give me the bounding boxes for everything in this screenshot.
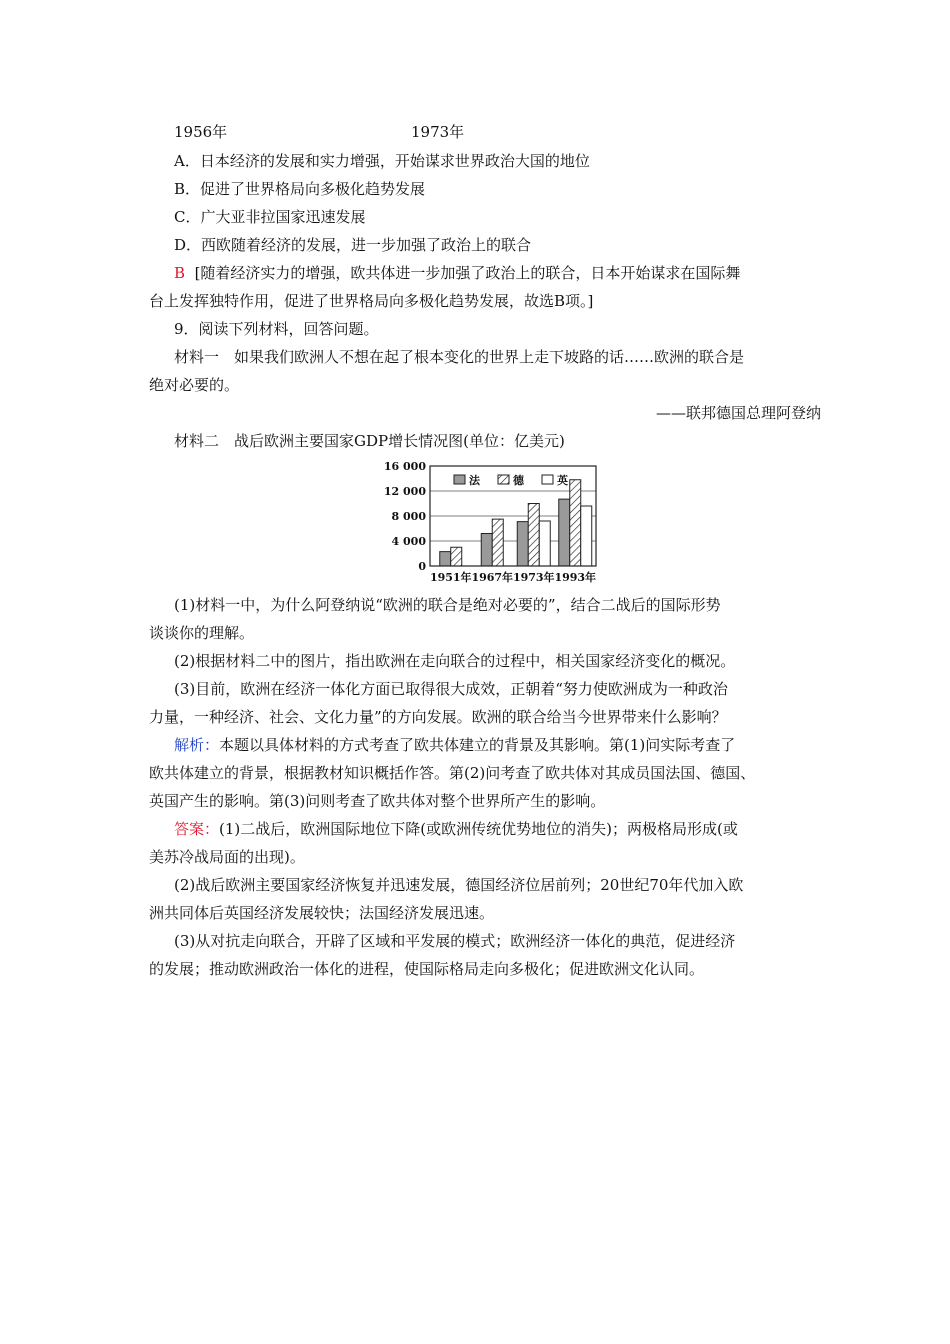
year-right: 1973年: [411, 123, 465, 141]
answer-explanation-line2: 台上发挥独特作用，促进了世界格局向多极化趋势发展，故选B项。]: [149, 292, 594, 310]
chart-x-labels: [430, 570, 596, 584]
x-tick-label: 1993年: [554, 571, 597, 584]
sub-question-1-line2: 谈谈你的理解。: [149, 624, 255, 642]
bar-德-1973年: [528, 504, 539, 567]
year-left: 1956年: [174, 123, 228, 141]
option-d: D．西欧随着经济的发展，进一步加强了政治上的联合: [174, 236, 532, 254]
sub-question-3-line2: 力量，一种经济、社会、文化力量”的方向发展。欧洲的联合给当今世界带来什么影响？: [149, 708, 727, 726]
sub-question-2: (2)根据材料二中的图片，指出欧洲在走向联合的过程中，相关国家经济变化的概况。: [174, 652, 736, 670]
y-tick-label: 16 000: [383, 460, 426, 473]
answer-explanation-line1: [174, 262, 821, 284]
answer-1-line1: [174, 818, 821, 840]
material-1-source: ——联邦德国总理阿登纳: [655, 404, 821, 422]
analysis-line3: 英国产生的影响。第(3)问则考查了欧共体对整个世界所产生的影响。: [149, 792, 606, 810]
option-a: A．日本经济的发展和实力增强，开始谋求世界政治大国的地位: [174, 152, 590, 170]
answer-2-line1: (2)战后欧洲主要国家经济恢复并迅速发展，德国经济位居前列；20世纪70年代加入欧: [174, 876, 744, 894]
answer-text-1: [随着经济实力的增强，欧共体进一步加强了政治上的联合，日本开始谋求在国际舞: [194, 264, 741, 282]
y-tick-label: 8 000: [391, 510, 426, 523]
legend-swatch-德: [498, 475, 509, 484]
legend-label: 德: [513, 474, 524, 487]
x-tick-label: 1967年: [471, 571, 514, 584]
bar-法-1973年: [517, 522, 528, 566]
option-c: C．广大亚非拉国家迅速发展: [174, 208, 366, 226]
sub-question-3-line1: (3)目前，欧洲在经济一体化方面已取得很大成效，正朝着“努力使欧洲成为一种政治: [174, 680, 728, 698]
material-1-line2: 绝对必要的。: [149, 376, 240, 394]
bar-德-1951年: [451, 547, 462, 566]
x-tick-label: 1951年: [429, 571, 472, 584]
legend-label: 英: [557, 474, 568, 487]
y-tick-label: 12 000: [383, 485, 426, 498]
bar-英-1973年: [539, 521, 550, 566]
option-b: B．促进了世界格局向多极化趋势发展: [174, 180, 426, 198]
y-tick-label: 4 000: [391, 535, 426, 548]
answer-3-line1: (3)从对抗走向联合，开辟了区域和平发展的模式；欧洲经济一体化的典范，促进经济: [174, 932, 736, 950]
answer-3-line2: 的发展；推动欧洲政治一体化的进程，使国际格局走向多极化；促进欧洲文化认同。: [149, 960, 705, 978]
y-tick-label: 0: [418, 560, 426, 573]
analysis-label: 解析：: [174, 736, 220, 754]
gdp-bar-chart: [370, 458, 610, 588]
bar-德-1967年: [492, 519, 503, 566]
bar-德-1993年: [570, 480, 581, 566]
analysis-text-1: 本题以具体材料的方式考查了欧共体建立的背景及其影响。第(1)问实际考查了: [219, 736, 736, 754]
bar-英-1993年: [581, 506, 592, 566]
answer-1-line2: 美苏冷战局面的出现)。: [149, 848, 305, 866]
analysis-line1: [174, 734, 821, 756]
legend-label: 法: [469, 474, 480, 487]
answer-2-line2: 洲共同体后英国经济发展较快；法国经济发展迅速。: [149, 904, 495, 922]
bar-法-1993年: [559, 499, 570, 566]
bar-法-1951年: [440, 552, 451, 566]
answer-1-text: (1)二战后，欧洲国际地位下降(或欧洲传统优势地位的消失)；两极格局形成(或: [219, 820, 738, 838]
legend-swatch-法: [454, 475, 465, 484]
bar-法-1967年: [481, 534, 492, 567]
chart-legend: [454, 473, 568, 487]
material-1-line1: 材料一 如果我们欧洲人不想在起了根本变化的世界上走下坡路的话……欧洲的联合是: [174, 348, 745, 366]
material-2-title: 材料二 战后欧洲主要国家GDP增长情况图(单位：亿美元): [174, 432, 565, 450]
analysis-line2: 欧共体建立的背景，根据教材知识概括作答。第(2)问考查了欧共体对其成员国法国、德国、: [149, 764, 756, 782]
question-9-stem: 9．阅读下列材料，回答问题。: [174, 320, 379, 338]
chart-y-ticks: [384, 460, 426, 573]
x-tick-label: 1973年: [512, 571, 555, 584]
answer-letter: B: [174, 264, 186, 282]
year-labels: [174, 121, 846, 143]
chart-bars: [440, 480, 592, 566]
sub-question-1-line1: (1)材料一中，为什么阿登纳说“欧洲的联合是绝对必要的”，结合二战后的国际形势: [174, 596, 721, 614]
legend-swatch-英: [542, 475, 553, 484]
answer-label: 答案：: [174, 820, 220, 838]
